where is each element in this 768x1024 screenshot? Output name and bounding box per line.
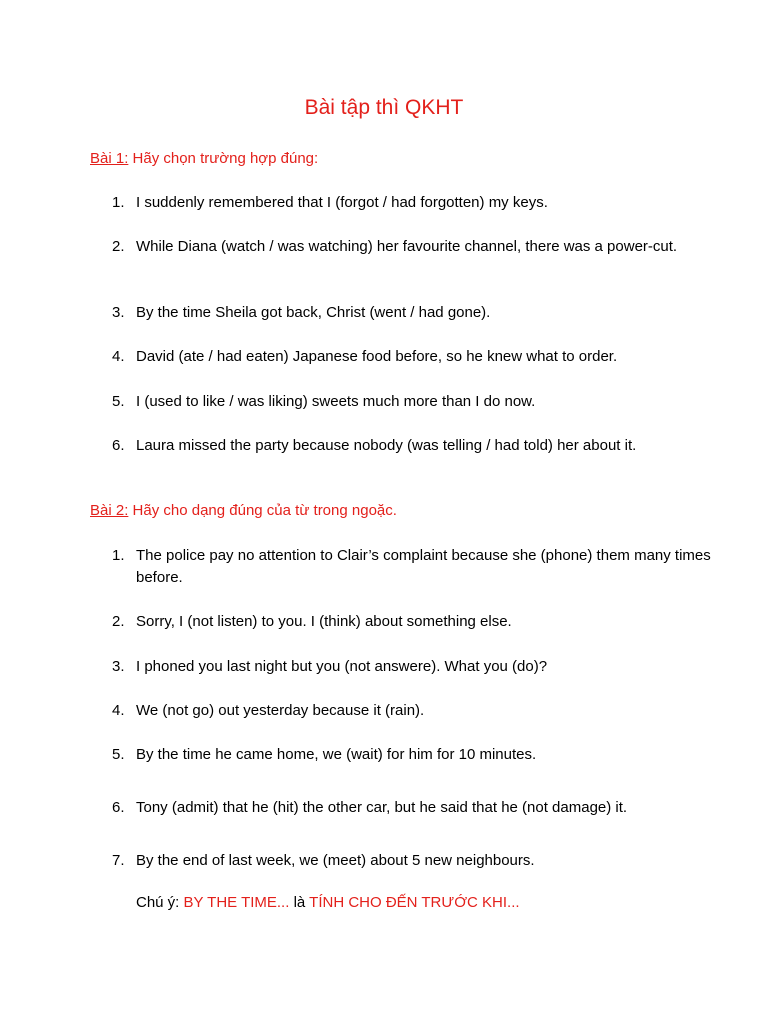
item-text: By the end of last week, we (meet) about 5 new neighbours. [136, 852, 535, 869]
item-number: 2. [112, 238, 125, 255]
exercise-2-label: Bài 2: [90, 502, 129, 519]
item-number: 5. [112, 746, 125, 763]
item-number: 6. [112, 437, 125, 454]
item-text: Sorry, I (not listen) to you. I (think) about something else. [136, 613, 512, 630]
item-number: 4. [112, 702, 125, 719]
exercise-1-item [112, 192, 712, 214]
exercise-1-item [112, 346, 712, 368]
exercise-2-item [112, 545, 712, 589]
exercise-2-item [112, 656, 712, 678]
exercise-2-item [112, 700, 712, 722]
item-number: 4. [112, 348, 125, 365]
exercise-2-heading [90, 502, 397, 519]
item-text: I (used to like / was liking) sweets much more than I do now. [136, 393, 536, 410]
exercise-1-instruction: Hãy chọn trường hợp đúng: [128, 150, 319, 167]
item-text: While Diana (watch / was watching) her favourite channel, there was a power-cut. [136, 238, 678, 255]
item-text: I suddenly remembered that I (forgot / had forgotten) my keys. [136, 194, 548, 211]
item-number: 3. [112, 304, 125, 321]
exercise-1-item [112, 435, 712, 457]
item-text: By the time Sheila got back, Christ (went / had gone). [136, 304, 491, 321]
page-title: Bài tập thì QKHT [304, 96, 464, 119]
item-number: 2. [112, 613, 125, 630]
item-number: 6. [112, 799, 125, 816]
exercise-2-item [112, 797, 712, 819]
item-number: 7. [112, 852, 125, 869]
note-meaning: TÍNH CHO ĐẾN TRƯỚC KHI... [309, 894, 520, 911]
exercise-1-heading [90, 150, 318, 167]
item-number: 5. [112, 393, 125, 410]
item-text: David (ate / had eaten) Japanese food before, so he knew what to order. [136, 348, 618, 365]
note-prefix: Chú ý: [136, 894, 184, 911]
item-text: The police pay no attention to Clair’s complaint because she (phone) them many times before. [136, 547, 711, 586]
exercise-1-item [112, 236, 712, 258]
item-text: I phoned you last night but you (not answere). What you (do)? [136, 658, 548, 675]
item-text: Laura missed the party because nobody (was telling / had told) her about it. [136, 437, 637, 454]
note [136, 894, 520, 911]
exercise-2-item [112, 611, 712, 633]
item-number: 3. [112, 658, 125, 675]
exercise-1-item [112, 391, 712, 413]
item-text: By the time he came home, we (wait) for him for 10 minutes. [136, 746, 537, 763]
exercise-2-item [112, 850, 712, 872]
note-middle: là [289, 894, 310, 911]
exercise-1-item [112, 302, 712, 324]
note-term: BY THE TIME... [183, 894, 290, 911]
exercise-2-instruction: Hãy cho dạng đúng của từ trong ngoặc. [128, 502, 397, 519]
item-number: 1. [112, 547, 125, 564]
exercise-2-item [112, 744, 712, 766]
item-text: We (not go) out yesterday because it (rain). [136, 702, 425, 719]
item-number: 1. [112, 194, 125, 211]
item-text: Tony (admit) that he (hit) the other car, but he said that he (not damage) it. [136, 799, 628, 816]
exercise-1-label: Bài 1: [90, 150, 129, 167]
